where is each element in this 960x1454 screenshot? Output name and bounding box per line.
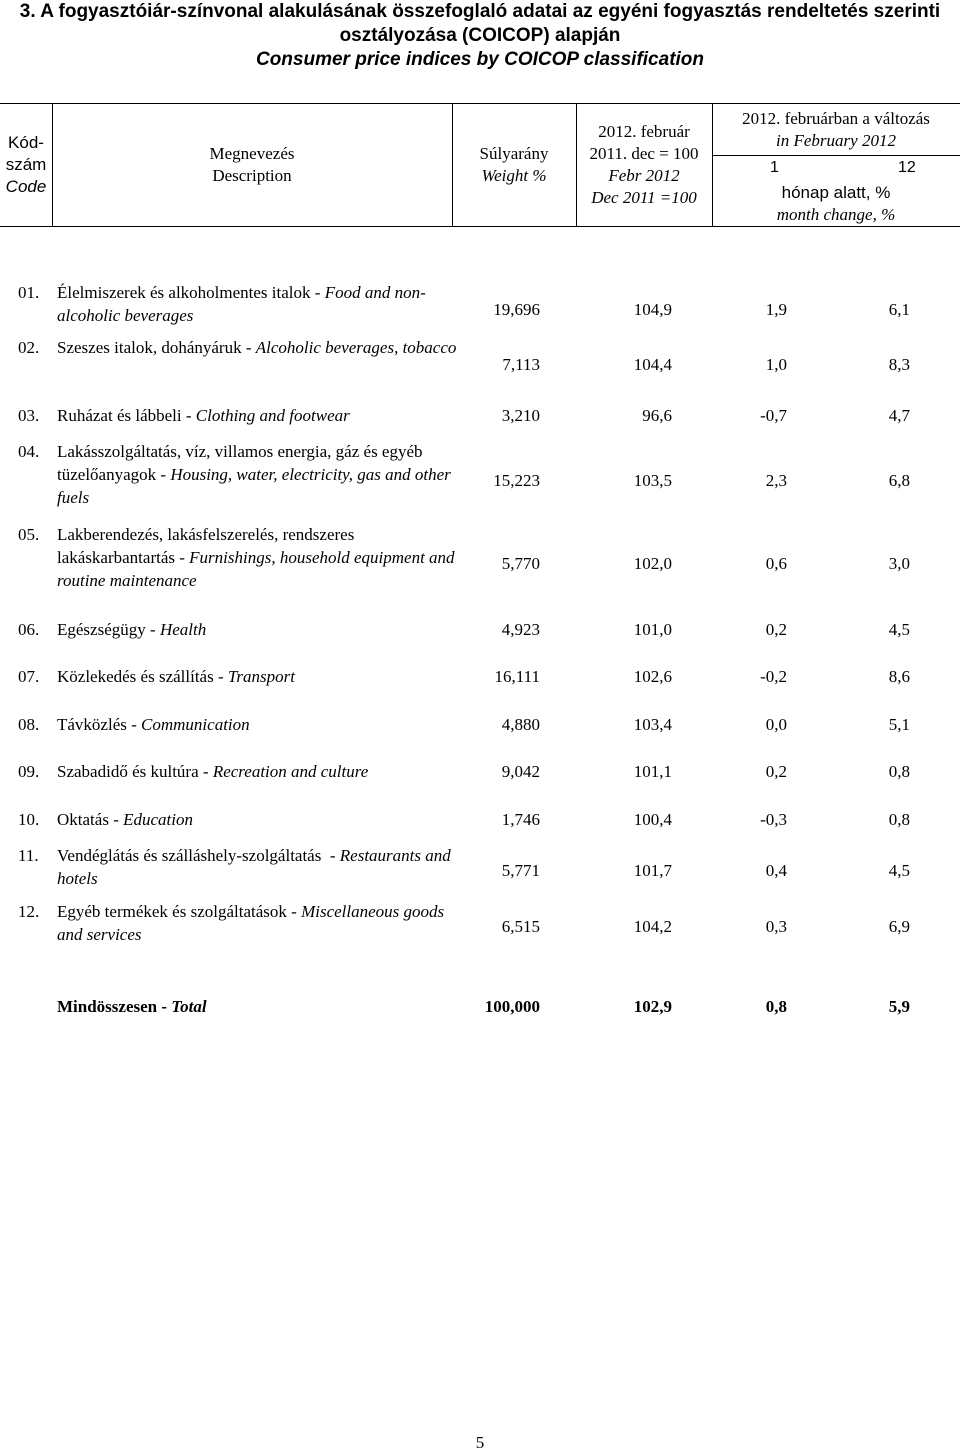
row-change-12m: 5,1 <box>888 715 910 734</box>
row-code: 04. <box>18 442 40 461</box>
title-line-1: 3. A fogyasztóiár-színvonal alakulásának összefoglaló adatai az egyéni fogyasztás rendeltetés szerinti <box>19 1 941 22</box>
row-description: Oktatás - Education <box>57 810 193 829</box>
page-title <box>0 0 960 72</box>
row-index: 103,5 <box>633 471 672 490</box>
row-code: 06. <box>18 620 40 639</box>
row-weight: 19,696 <box>493 300 540 319</box>
row-index: 101,7 <box>633 861 672 880</box>
header-change-col-12: 12 <box>898 159 916 176</box>
header-index-en-1: Febr 2012 <box>608 166 680 185</box>
row-change-12m: 4,5 <box>888 620 910 639</box>
row-code: 07. <box>18 667 40 686</box>
row-index: 102,0 <box>633 554 672 573</box>
header-name-en: Description <box>212 166 292 185</box>
header-index-hu-1: 2012. február <box>598 122 690 141</box>
total-label: Mindösszesen - Total <box>57 997 207 1016</box>
row-change-1m: 1,0 <box>765 355 787 374</box>
row-description: Egészségügy - Health <box>57 620 207 639</box>
row-weight: 3,210 <box>501 406 540 425</box>
row-index: 104,9 <box>633 300 672 319</box>
header-change-en: in February 2012 <box>776 130 896 150</box>
row-description: Élelmiszerek és alkoholmentes italok - Food and non-alcoholic beverages <box>57 283 426 325</box>
row-change-12m: 6,8 <box>888 471 910 490</box>
header-name <box>52 104 452 226</box>
header-index-en-2: Dec 2011 =100 <box>591 188 697 207</box>
row-description: Közlekedés és szállítás - Transport <box>57 667 295 686</box>
row-change-1m: 0,2 <box>765 620 787 639</box>
table-header <box>0 103 960 227</box>
row-code: 02. <box>18 338 40 357</box>
header-code-en: Code <box>5 177 47 196</box>
row-code: 01. <box>18 283 40 302</box>
row-change-12m: 0,8 <box>888 762 910 781</box>
row-weight: 15,223 <box>493 471 540 490</box>
row-code: 05. <box>18 525 40 544</box>
header-code-hu-1: Kód- <box>8 133 44 152</box>
header-code-hu-2: szám <box>5 155 47 174</box>
row-weight: 6,515 <box>501 917 540 936</box>
header-weight <box>452 104 576 226</box>
row-change-1m: 2,3 <box>765 471 787 490</box>
row-index: 102,6 <box>633 667 672 686</box>
row-weight: 4,923 <box>501 620 540 639</box>
row-description: Ruházat és lábbeli - Clothing and footwear <box>57 406 350 425</box>
row-change-12m: 4,7 <box>888 406 910 425</box>
header-weight-en: Weight % <box>481 166 547 185</box>
header-name-hu: Megnevezés <box>209 144 295 163</box>
header-change <box>712 104 960 155</box>
row-description: Lakberendezés, lakásfelszerelés, rendszeres lakáskarbantartás - Furnishings, household equipment and routine maintenance <box>57 525 455 590</box>
total-change-1m: 0,8 <box>765 997 787 1016</box>
row-change-12m: 8,6 <box>888 667 910 686</box>
row-code: 03. <box>18 406 40 425</box>
row-index: 103,4 <box>633 715 672 734</box>
row-change-1m: 0,2 <box>765 762 787 781</box>
row-index: 104,2 <box>633 917 672 936</box>
header-change-unit-en: month change, % <box>776 205 896 224</box>
row-code: 10. <box>18 810 40 829</box>
row-change-1m: 0,6 <box>765 554 787 573</box>
row-change-1m: 0,0 <box>765 715 787 734</box>
row-change-1m: 0,3 <box>765 917 787 936</box>
row-change-12m: 0,8 <box>888 810 910 829</box>
row-index: 96,6 <box>642 406 672 425</box>
total-weight: 100,000 <box>484 997 540 1016</box>
row-weight: 9,042 <box>501 762 540 781</box>
row-change-12m: 6,9 <box>888 917 910 936</box>
row-change-12m: 4,5 <box>888 861 910 880</box>
row-code: 11. <box>18 846 39 865</box>
header-code <box>0 104 52 226</box>
row-description: Szabadidő és kultúra - Recreation and culture <box>57 762 369 781</box>
row-change-1m: -0,3 <box>760 810 787 829</box>
row-index: 101,1 <box>633 762 672 781</box>
header-change-columns <box>712 159 960 181</box>
row-index: 101,0 <box>633 620 672 639</box>
row-change-1m: 1,9 <box>765 300 787 319</box>
title-line-2: osztályozása (COICOP) alapján <box>339 25 621 46</box>
row-weight: 5,771 <box>501 861 540 880</box>
row-change-12m: 6,1 <box>888 300 910 319</box>
header-index <box>576 104 712 226</box>
header-change-unit <box>712 182 960 226</box>
row-index: 100,4 <box>633 810 672 829</box>
row-change-1m: -0,7 <box>760 406 787 425</box>
header-change-hu: 2012. februárban a változás <box>742 108 930 128</box>
row-change-1m: -0,2 <box>760 667 787 686</box>
row-description: Távközlés - Communication <box>57 715 250 734</box>
row-index: 104,4 <box>633 355 672 374</box>
row-change-12m: 3,0 <box>888 554 910 573</box>
row-weight: 7,113 <box>502 355 540 374</box>
row-code: 12. <box>18 902 40 921</box>
row-change-12m: 8,3 <box>888 355 910 374</box>
row-description: Vendéglátás és szálláshely-szolgáltatás - Restaurants and hotels <box>57 846 451 888</box>
row-weight: 5,770 <box>501 554 540 573</box>
header-change-col-1: 1 <box>770 159 779 176</box>
header-index-hu-2: 2011. dec = 100 <box>589 144 699 163</box>
row-description: Szeszes italok, dohányáruk - Alcoholic beverages, tobacco <box>57 338 457 357</box>
title-line-3: Consumer price indices by COICOP classification <box>255 49 705 70</box>
row-description: Lakásszolgáltatás, víz, villamos energia, gáz és egyéb tüzelőanyagok - Housing, water, electricity, gas and other fuels <box>57 442 451 507</box>
header-weight-hu: Súlyarány <box>479 144 549 163</box>
row-change-1m: 0,4 <box>765 861 787 880</box>
page-number: 5 <box>475 1433 485 1452</box>
total-index: 102,9 <box>633 997 672 1016</box>
row-code: 09. <box>18 762 40 781</box>
row-code: 08. <box>18 715 40 734</box>
row-weight: 16,111 <box>494 667 540 686</box>
row-weight: 4,880 <box>501 715 540 734</box>
total-change-12m: 5,9 <box>888 997 910 1016</box>
header-change-unit-hu: hónap alatt, % <box>781 183 891 202</box>
row-description: Egyéb termékek és szolgáltatások - Miscellaneous goods and services <box>57 902 445 944</box>
row-weight: 1,746 <box>501 810 540 829</box>
header-change-divider <box>712 155 960 156</box>
